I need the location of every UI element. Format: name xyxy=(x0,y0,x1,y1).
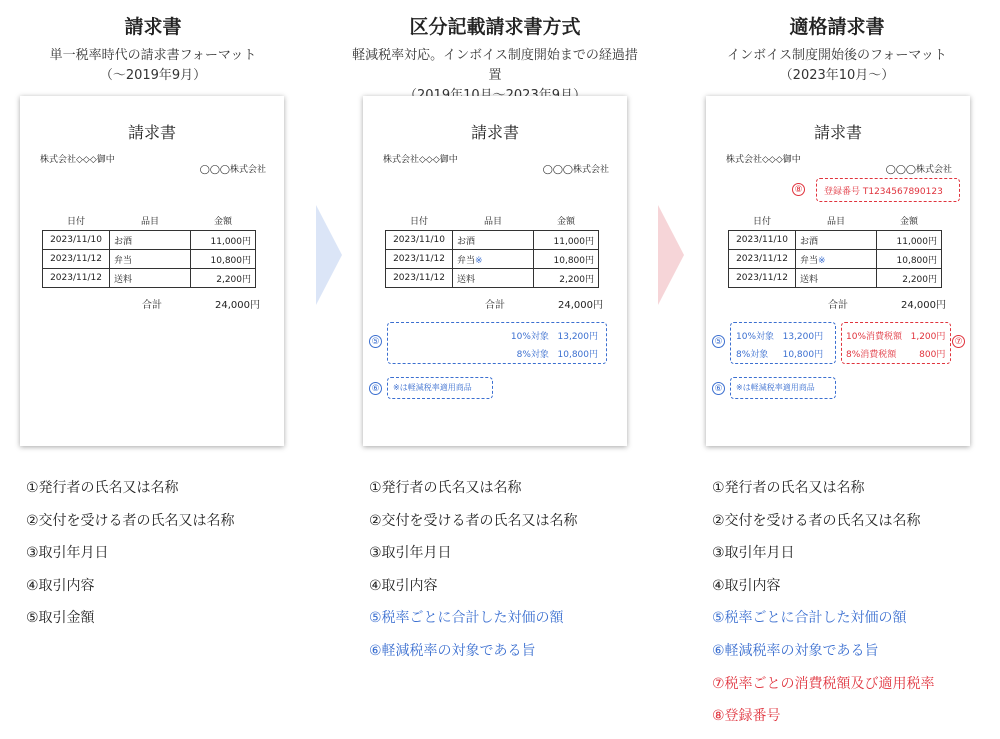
rate-totals-box xyxy=(387,322,607,364)
column-title: 請求書 xyxy=(124,16,182,38)
items-table xyxy=(385,214,599,288)
item-name: 弁当 xyxy=(457,255,476,266)
cell-item: 送料 xyxy=(796,269,877,288)
cell-item: 送料 xyxy=(453,269,534,288)
reduced-note-box xyxy=(730,377,836,399)
cell-item xyxy=(796,250,877,269)
requirement-item: ④取引内容 xyxy=(712,577,781,594)
rate-line-8 xyxy=(736,347,823,360)
table-header xyxy=(386,214,599,231)
column-title: 適格請求書 xyxy=(789,16,885,38)
total-label: 合計 xyxy=(828,300,848,311)
doc-recipient: 株式会社◇◇◇御中 xyxy=(726,155,801,165)
marker-five: ⑤ xyxy=(712,335,725,348)
rate-value: 13,200円 xyxy=(782,332,824,342)
requirement-item: ⑤税率ごとに合計した対価の額 xyxy=(712,610,907,627)
requirements-list xyxy=(712,478,935,739)
doc-title: 請求書 xyxy=(127,123,176,142)
reduced-note: ※は軽減税率適用商品 xyxy=(393,383,472,392)
requirement-item: ⑥軽減税率の対象である旨 xyxy=(712,642,879,659)
column-subtitle xyxy=(8,46,298,86)
cell-date: 2023/11/12 xyxy=(386,269,453,288)
cell-date: 2023/11/12 xyxy=(729,269,796,288)
requirement-item: ②交付を受ける者の氏名又は名称 xyxy=(712,512,921,529)
registration-number: 登録番号 T1234567890123 xyxy=(824,187,943,197)
cell-amount: 2,200円 xyxy=(877,269,942,288)
cell-date: 2023/11/12 xyxy=(43,269,110,288)
header-date: 日付 xyxy=(409,217,428,227)
cell-date: 2023/11/10 xyxy=(729,231,796,250)
column-subtitle xyxy=(692,46,982,86)
registration-box xyxy=(816,178,960,202)
requirement-item: ①発行者の氏名又は名称 xyxy=(26,480,179,496)
cell-item xyxy=(453,250,534,269)
requirement-item: ②交付を受ける者の氏名又は名称 xyxy=(26,512,235,529)
rate-label: 10%対象 xyxy=(736,332,775,342)
subtitle-period: （2023年10月〜） xyxy=(779,68,895,83)
requirement-item: ④取引内容 xyxy=(369,577,438,594)
rate-label: 8%対象 xyxy=(516,350,549,360)
requirement-item: ⑥軽減税率の対象である旨 xyxy=(369,642,536,659)
requirements-list xyxy=(26,478,235,641)
item-name: 弁当 xyxy=(800,255,819,266)
requirement-item: ⑦税率ごとの消費税額及び適用税率 xyxy=(712,675,935,692)
requirement-item: ③取引年月日 xyxy=(712,545,795,562)
table-row xyxy=(43,269,256,288)
rate-label: 10%対象 xyxy=(510,332,549,342)
progression-arrow-icon xyxy=(316,205,342,305)
total-value: 24,000円 xyxy=(558,300,603,311)
cell-date: 2023/11/12 xyxy=(386,250,453,269)
cell-date: 2023/11/10 xyxy=(43,231,110,250)
header-amount: 金額 xyxy=(213,217,232,227)
cell-item: お酒 xyxy=(796,231,877,250)
subtitle-line: インボイス制度開始後のフォーマット xyxy=(727,48,947,63)
total-value: 24,000円 xyxy=(215,300,260,311)
table-header xyxy=(729,214,942,231)
table-row xyxy=(386,250,599,269)
doc-title: 請求書 xyxy=(813,123,862,142)
doc-issuer: ◯◯◯株式会社 xyxy=(199,165,266,175)
doc-recipient: 株式会社◇◇◇御中 xyxy=(383,155,458,165)
header-item: 品目 xyxy=(483,217,502,227)
cell-amount: 2,200円 xyxy=(534,269,599,288)
doc-title: 請求書 xyxy=(470,123,519,142)
rate-value: 10,800円 xyxy=(782,350,824,360)
cell-amount: 11,000円 xyxy=(534,231,599,250)
cell-item: 弁当 xyxy=(110,250,191,269)
requirement-item: ②交付を受ける者の氏名又は名称 xyxy=(369,512,578,529)
tax-label: 10%消費税額 xyxy=(846,332,903,342)
header-item: 品目 xyxy=(140,217,159,227)
column-title: 区分記載請求書方式 xyxy=(409,16,581,38)
progression-arrow-icon xyxy=(658,205,684,305)
table-row xyxy=(386,231,599,250)
reduced-rate-mark: ※ xyxy=(818,255,826,266)
cell-date: 2023/11/12 xyxy=(729,250,796,269)
reduced-note: ※は軽減税率適用商品 xyxy=(736,383,815,392)
reduced-rate-mark: ※ xyxy=(475,255,483,266)
marker-seven: ⑦ xyxy=(952,335,965,348)
items-table xyxy=(728,214,942,288)
requirement-item: ⑤取引金額 xyxy=(26,610,95,627)
doc-issuer: ◯◯◯株式会社 xyxy=(885,165,952,175)
cell-date: 2023/11/10 xyxy=(386,231,453,250)
invoice-document xyxy=(20,96,284,446)
cell-amount: 10,800円 xyxy=(534,250,599,269)
cell-item: お酒 xyxy=(453,231,534,250)
total-label: 合計 xyxy=(485,300,505,311)
header-date: 日付 xyxy=(752,217,771,227)
table-row xyxy=(729,250,942,269)
table-header xyxy=(43,214,256,231)
reduced-note-box xyxy=(387,377,493,399)
requirement-item: ③取引年月日 xyxy=(369,545,452,562)
tax-value: 1,200円 xyxy=(910,332,946,342)
cell-amount: 11,000円 xyxy=(877,231,942,250)
requirements-list xyxy=(369,478,578,674)
subtitle-line: 軽減税率対応。インボイス制度開始までの経過措置 xyxy=(352,48,638,83)
marker-six: ⑥ xyxy=(369,382,382,395)
subtitle-period: （〜2019年9月） xyxy=(99,68,207,83)
requirement-item: ③取引年月日 xyxy=(26,545,109,562)
requirement-item: ①発行者の氏名又は名称 xyxy=(712,480,865,496)
header-amount: 金額 xyxy=(899,217,918,227)
tax-amounts-box xyxy=(841,322,951,364)
doc-recipient: 株式会社◇◇◇御中 xyxy=(40,155,115,165)
total-value: 24,000円 xyxy=(901,300,946,311)
invoice-document xyxy=(706,96,970,446)
tax-label: 8%消費税額 xyxy=(846,350,897,360)
requirement-item: ①発行者の氏名又は名称 xyxy=(369,480,522,496)
rate-label: 8%対象 xyxy=(736,350,769,360)
cell-amount: 10,800円 xyxy=(191,250,256,269)
cell-amount: 10,800円 xyxy=(877,250,942,269)
tax-line-8 xyxy=(846,347,945,360)
header-amount: 金額 xyxy=(556,217,575,227)
items-table xyxy=(42,214,256,288)
header-item: 品目 xyxy=(826,217,845,227)
table-row xyxy=(729,269,942,288)
cell-item: お酒 xyxy=(110,231,191,250)
rate-line-10 xyxy=(511,329,598,342)
header-date: 日付 xyxy=(66,217,85,227)
cell-amount: 11,000円 xyxy=(191,231,256,250)
rate-value: 13,200円 xyxy=(557,332,598,342)
rate-totals-box xyxy=(730,322,836,364)
marker-six: ⑥ xyxy=(712,382,725,395)
requirement-item: ④取引内容 xyxy=(26,577,95,594)
tax-value: 800円 xyxy=(919,350,946,360)
doc-issuer: ◯◯◯株式会社 xyxy=(542,165,609,175)
total-label: 合計 xyxy=(142,300,162,311)
cell-item: 送料 xyxy=(110,269,191,288)
table-row xyxy=(729,231,942,250)
tax-line-10 xyxy=(846,329,945,342)
requirement-item: ⑧登録番号 xyxy=(712,708,781,725)
table-row xyxy=(43,250,256,269)
table-row xyxy=(43,231,256,250)
cell-amount: 2,200円 xyxy=(191,269,256,288)
rate-value: 10,800円 xyxy=(557,350,598,360)
invoice-document xyxy=(363,96,627,446)
subtitle-line: 単一税率時代の請求書フォーマット xyxy=(49,48,257,63)
marker-five: ⑤ xyxy=(369,335,382,348)
rate-line-8 xyxy=(517,347,598,360)
table-row xyxy=(386,269,599,288)
requirement-item: ⑤税率ごとに合計した対価の額 xyxy=(369,610,564,627)
marker-eight: ⑧ xyxy=(792,183,805,196)
rate-line-10 xyxy=(736,329,823,342)
cell-date: 2023/11/12 xyxy=(43,250,110,269)
